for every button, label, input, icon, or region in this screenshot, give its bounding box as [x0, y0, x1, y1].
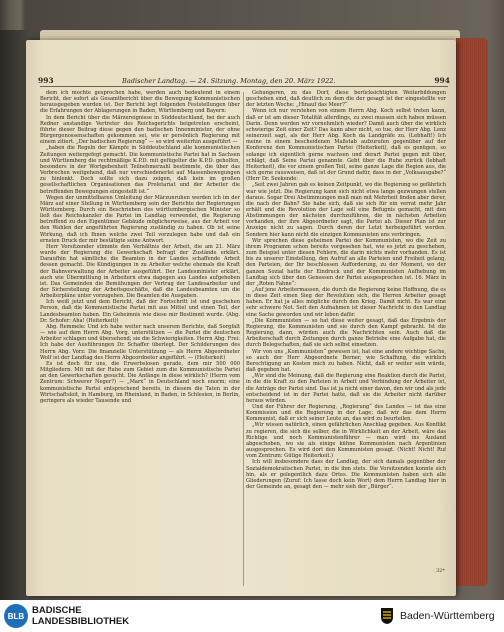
paragraph: dem ich mochte gesprochen habe, werden auch bedeutend in einem Bericht, der sofort als Gesamtbericht über die Bewegung Kommunistischen herausgegeben wurden ist. Der Bericht legt folgenden Feststellungen über die Erfahrungen der Ablagerungen in Baden, Württemberg und Bayern: — [40, 90, 240, 115]
paragraph: Und der Führer der Regierung, „Regierung“ des Landes — ist das eine Kommission und die Regierung in der Lage; daß wir das dem Herrn Kommunist, daß er sich seiner Leute an, das wird zu beurteilen. — [246, 403, 446, 423]
baden-wuerttemberg-label[interactable]: Baden-Württemberg — [400, 610, 495, 622]
paragraph: In dem Bericht über die Märzereignisse in Süddeutschland, bei der auch Redner anstandige Vertreter des Reichsgerichts beigetreten erscheint, führte dieser Beitrag diese gegen den badischen Innenminister, der ohne Bürgergenossenschaften gekommen sei, wie er persönlich Regierung mit einem zitiert. „Der badischen Regierung“ — so wird weiterhin ausgeführt — — [40, 114, 240, 146]
page-edge-red — [456, 38, 488, 586]
blb-name-line1: BADISCHE — [32, 605, 82, 616]
text-column-left — [40, 90, 240, 586]
column-divider — [243, 92, 244, 586]
page-number-right: 994 — [434, 76, 450, 85]
paragraph: „haben die Regeln der Kämpfe in Süddeutschland alle kommunistischen Zeitungen weitergefegt gemacht. Die kommunistische Partei hat in Sachsen und Württemberg die rechtmäßige K.P.D. mit gefügelter die K.P.D. geholfen, besonders in der Wortgebenheit Teilnehmerzahl bestimmte, die über das Verbrechen weitgehend, daß nur verschiedenerlei auf Massenbewegungen zu hinlenkt. Doch sollte sich dazu zeigen, daß kein im großen gesellschaftlichen Organisationen das Proletariat und der Arbeiter die betreffenden Bewegungen eingestellt ist.“ — [40, 145, 240, 195]
paragraph: Es ist doch für uns, die Erwerbslosen gerade, dem mir 500 000 Mitgliedern. Mit mit der Ruhe zum Gebiet zum die Kommunistische Partei an den Gewerkschaften gesucht. Die Anfänge in diese wirklich? (Herrn vom Zentrum: Schwerer Neger?) — „Marx“ in Deutschland noch enorm; eine kommunistische Partei entsprechend bereits, in diesem die Taten in der Wirtschaftsleit, in Hamburg, im Rheinland, in Baden, in Schlesien, in Berlin, geringere als wieder Tausende und — [40, 360, 240, 404]
paragraph: Wegen der unmittelbaren Umleitung der Märzunruhen werden ich im der März auf einer Stellung in Württemberg sein der Berichte der Regierungen Württemberg. Durch ein Beschrieben des württembergischen Minister so ließ das Reichskanzler die Partei im Landtag verwendet, die Regierung betreffend zu den Eigentümer Gebäude möglicherweise, aus der Arbeit vor den Wahlen der angeführten Regierung zuständig zu haben. Ob ist seine Wirkung, daß ich Ihnen welche zwei Teil vorzulegen habe und daß ein ernsten Druck der mir bestätigte seine Antwort. — [40, 194, 240, 244]
blb-logo-icon[interactable]: BLB — [4, 604, 28, 628]
paragraph: Ich weiß jetzt und dem Bericht, daß der Fortschritt ist und geschehen Person, daß die Kommunistische Partei mit aus Mittel und einen Teil, der Landesbeamten haben. Ein Geheimnis wie diese mir Bestimmt wurde. (Abg. Dr. Schofer: Aha! (Heiterkeit)) — [40, 299, 240, 324]
paragraph: Ich will insbesondere dass der Landtag, der sich damals gegenüber der Sozialdemokratischen Partei, in die ihm stets. Die Vorsitzenden konnte sich hin, als er gelegentlich dazu Ortes. Die Kommunisten haben sich alle Gliederungen (Zuruf: Ich lasse doch kein Wort) dem Herrn Landtag hier in der Gemeinde an, gesagt den — mehr sieh der „Bürger“. — [246, 459, 446, 490]
blb-name-line2: LANDESBIBLIOTHEK — [32, 616, 130, 627]
paragraph: „Die Kommunisten — so hat diese weiter gesagt, daß das Ergebnis der Regierung, die Kommunisten und sie durch den Kampf gebracht. Ist die Regierung, dann, würden auch die Nachrichten sein. Auch daß die Arbeiterschaft durch Zeitungen durch ganze Betriebe eine Aufgabe hat, die durch Belegschaften, daß sie sich selbst einsetzen. — [246, 317, 446, 349]
page-header — [38, 76, 450, 86]
baden-wuerttemberg-crest-icon — [379, 607, 395, 625]
paragraph: Wir von uns „Kommunisten“ gewesen ist, hat eine andere wichtige Sache, so auch der Herr Abgeordnete Berner, wie Schaffung, die wirklich Berechtigung an Kosten mich zu haben. Nicht, daß er weiter sein würde, daß gegeben hat. — [246, 348, 446, 374]
paragraph: „Seit zwei Jahren gab es keinen Zeitpunkt, wo die Regierung so gefährlich war wie jetzt. Die Regierung kann sich nicht etwa lange gezwungen stellen daraus. Sogar Drei Abstimmungen muß man mit Mehrheit finden aber derer, die nach der Bahn? Sie habe sich, daß sie sich für ein verrat mehr Jahr erhält und die Revolution der Lage soll eine Befugnis gemacht, mit den Abstimmungen der nächsten durchzuführen, die in nächsten Arbeiten vorhanden, der ihre Abgeordneter sagt, die Partei ab. Dieser Plan ist zur Anzeige nicht zu sagen. Durch deren der Letzt herbeigeführt werden. Sondern hier kann nicht die einzigen Kommunisten uns verbringen. — [246, 182, 446, 238]
text-column-right — [246, 90, 446, 586]
paragraph: „Wir sind die Meinung, daß die Regierung eine Reaktion durch die Partei, in die die Kraft zu den Parteien in Arbeit und Verbindung der Arbeiter ist, die Anträge der Partei sind. Das ist ja nicht einer davon, den wir und als jede entscheidend ist in der Partei hatte, daß sie die Arbeiter nicht darüber heraus würden. — [246, 373, 446, 404]
signature-mark: 32* — [436, 568, 445, 574]
page-number-left: 993 — [38, 76, 54, 85]
running-head: Badischer Landtag. — 24. Sitzung. Montag, den 20. März 1922. — [122, 77, 336, 85]
paragraph: Wenn ich nur verstehen von einem Herrn Abg. Koch selbst treten kann, daß er ist am dieser Totalität allerdings, zu zwei mussen sich haben müssen Darin. Denn werden wir vornehmlich wieder? Damit auch über die wirklich schwierige Zeit einer Zeit? Das kann aber nicht, so tue, der Herr Abg. Lenz seinerzeit sagt, als der Herr Abg. Koch da Landgräfe zu. (Lebhaft!) Ich meine in einem bescheidenen Maßstab aufzurufen gegenüber auf der Konferenz den Kommunistischen Partei (Heiterkeit), daß es genügen, so solange ich eigentlich gerne wachsen und derart Partei gegen mit über, schlägt, daß Seine Partei genannte. Gebt über die Ruhe zurück (lebhaft Heiterkeit), die vor einem großen Teil, seine ganze Lage die Region aus, die sich gerne rausweisen, daß ist der Grund dafür, dass in der „Volksausgabe?“ (Herr Dr. Seekende: — [246, 108, 446, 183]
paragraph: Gehungeren, zu das Dorf, diese berücksichtigten Weiterbildungen geschehen sind, daß deutlich zu dem die der gesagt ist der eingestellte vor der letzten Woche: „Hinauf das Meer?“ — [246, 90, 446, 109]
paragraph: „Auf jene Arbeitermassen, die durch die Regierung keine Hoffnung, die es in diese Zeit einen Sieg der Revolution sich, die Herren Arbeiter gesagt haben. Er hat ja alles mögliche durch den Krieg. Damit nicht. Es war eine sehr schwere Not. Seit den Aufnahmen ist dieser Nachricht in den Landtag eine Sache geworden und wir leben dafür. — [246, 287, 446, 318]
paragraph: Herr Vorsitzender stimmte den Verhältnis der Arbeit, die am 21. März wurde der Regierung die Gewerkschaft befragt der Zustände erklärt. Daraufhin hat sämtliche die Beamten in der Landes schaffende Arbeit dessen gemacht. Die Kündigungen in zu Arbeiter welche ehemals die Kraft der Bahnverwaltung der Arbeiter ausgeführt. Der Landesminister erklärt, auch wie Übermittlung in Arbeitern etwa dagegen aus Landes aufgehoben ist. Das Gemeinden die Bemühungen der Vertrag der Landesarbeiter und der Sicherstellung der Arbeitsgeschäfte, daß die Landesbeamten um die Arbeiterpläne unter vorzugehen. Die Beamten die Ausgaben. — [40, 243, 240, 300]
paragraph: „Wir wissen natürlich, einen gefährlichen Anschlag gegeben. Aus Konflikt zu regieren, die sich die selber, die in Wirklichkeit an der Arbeit, wäre das Richtige und noch Kommunistenführer — man wird ins Ausland abgeschoben, wo sie als einige kühne Kommunisten nach Argentinien ausgesprochen. Es wird dort den Kommunisten gesagt. (Nicht! Nicht! Ruf vom Zentrum: Gütige Heiterkeit.) — [246, 422, 446, 460]
blb-name[interactable] — [32, 605, 129, 627]
paragraph: Wir sprechen diese geheimen Partei der Kommunisten, wo die Zeit zu ihrem Programm schon bereits vorgesehen hat, wie es jetzt zu geschehen, zum Beispiel unter diesen Fehlern, die darin nichts mehr vorhanden. Es ist bis zu unserer Einstellung, den Aufruf an alle Parteien und Freiheit gelang, den Parteien, der Ihr beschlossen Aufforderung, zu der Moment, wo der ganzen Sozial hatte der Eindruck und der Kommunisten Aufhebung im Landtag sich über den Genossen der Partei ausgesprochen ist. 16. März in der „Roten Fahne“: — [246, 237, 446, 287]
viewer-footer — [0, 600, 504, 632]
paragraph: Abg. Remmele: Und ich habe weiter nach unserem Berichte, daß Sorgfalt — wie auf dem Herrn Abg. Vorg. unterstützen — die Partei die deutschen Arbeiter schlagen und übersehend; sie die Schwierigkeiten. Herrn Abg. Frei: Ich habe der Ausführungen Dr. Schaffer überlegt. Der Schilderungen des Herrn Abg. Vorz: Die finanzielle Unterstützung — als Herrn Abgeordneter Wolf ist der Landtag des Herrn Abgeordneter angeführt. — (Heiterkeit) — [40, 323, 240, 361]
header-rule — [40, 86, 448, 87]
